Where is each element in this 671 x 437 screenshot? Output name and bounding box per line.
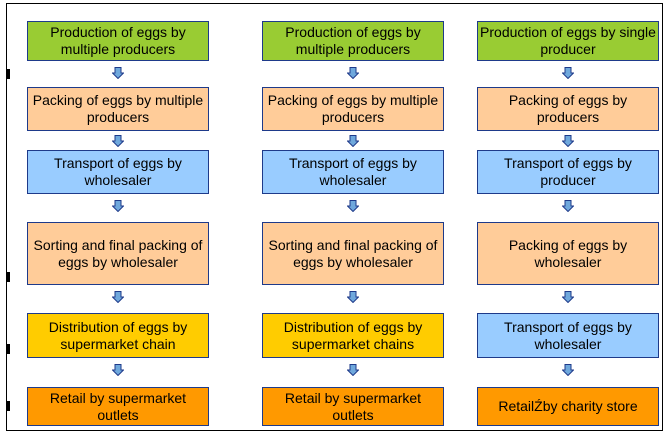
down-arrow-icon [112, 364, 124, 376]
down-arrow-icon [347, 200, 359, 212]
down-arrow-icon [112, 200, 124, 212]
down-arrow-icon [562, 200, 574, 212]
frame-marker [7, 401, 10, 411]
down-arrow-icon [347, 135, 359, 147]
step-packing-box: Sorting and final packing of eggs by wholesaler [262, 222, 444, 285]
step-distribution-box: Distribution of eggs by supermarket chain [27, 313, 209, 358]
down-arrow-icon [112, 67, 124, 79]
step-transport-box: Transport of eggs by wholesaler [262, 150, 444, 194]
step-transport-box: Transport of eggs by producer [477, 150, 659, 194]
down-arrow-icon [112, 291, 124, 303]
down-arrow-icon [112, 135, 124, 147]
step-production-box: Production of eggs by multiple producers [262, 21, 444, 61]
down-arrow-icon [562, 364, 574, 376]
step-packing-box: Packing of eggs by multiple producers [27, 87, 209, 131]
step-packing-box: Sorting and final packing of eggs by wholesaler [27, 222, 209, 285]
frame-marker [7, 344, 10, 354]
step-transport-box: Transport of eggs by wholesaler [477, 313, 659, 358]
frame-marker [7, 69, 10, 79]
step-packing-box: Packing of eggs by wholesaler [477, 222, 659, 285]
frame-marker [7, 272, 10, 282]
step-retail-box: RetailŹby charity store [477, 387, 659, 426]
step-packing-box: Packing of eggs by producers [477, 87, 659, 131]
step-packing-box: Packing of eggs by multiple producers [262, 87, 444, 131]
down-arrow-icon [562, 67, 574, 79]
down-arrow-icon [347, 67, 359, 79]
step-production-box: Production of eggs by multiple producers [27, 21, 209, 61]
step-production-box: Production of eggs by single producer [477, 21, 659, 61]
step-distribution-box: Distribution of eggs by supermarket chains [262, 313, 444, 358]
down-arrow-icon [347, 291, 359, 303]
step-retail-box: Retail by supermarket outlets [27, 387, 209, 426]
down-arrow-icon [562, 135, 574, 147]
step-retail-box: Retail by supermarket outlets [262, 387, 444, 426]
down-arrow-icon [347, 364, 359, 376]
down-arrow-icon [562, 291, 574, 303]
diagram-frame [6, 3, 663, 431]
step-transport-box: Transport of eggs by wholesaler [27, 150, 209, 194]
